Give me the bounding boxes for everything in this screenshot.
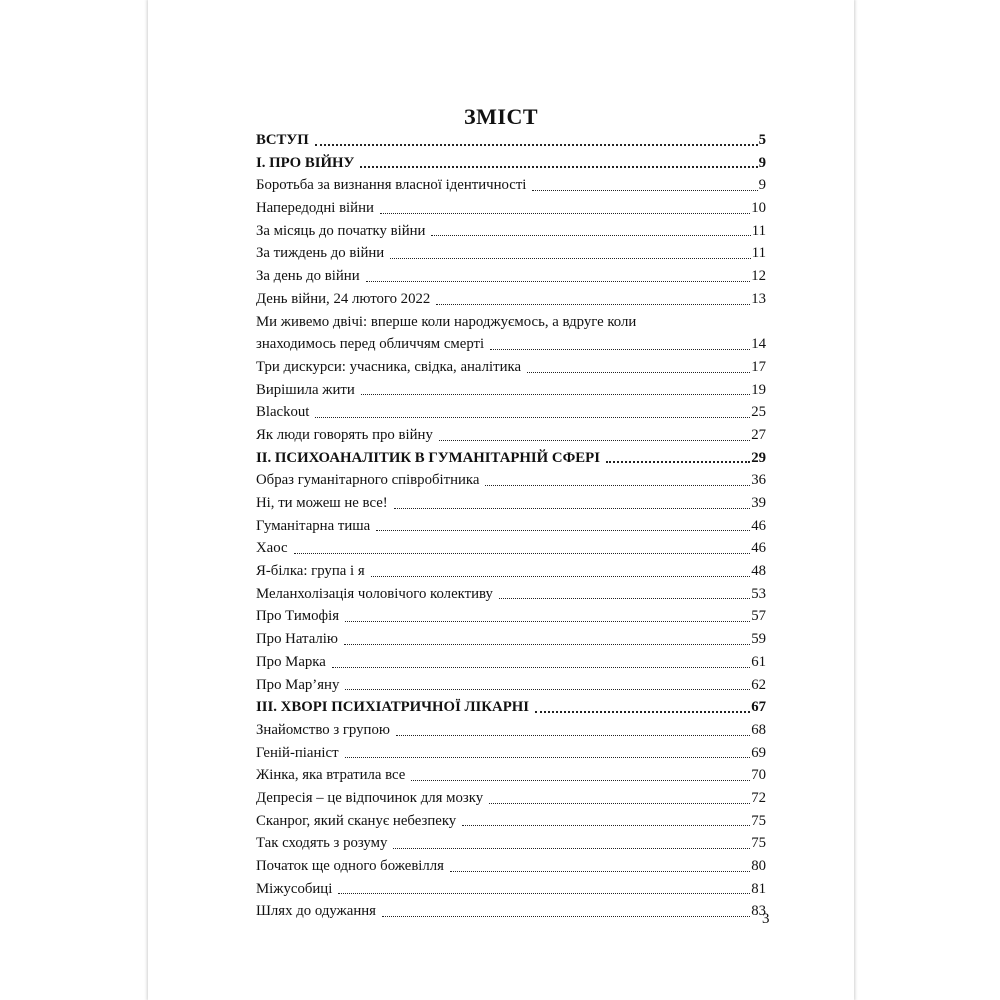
toc-entry [256, 424, 766, 447]
toc-page-number: 13 [751, 290, 766, 307]
toc-entry [256, 288, 766, 311]
toc-entry [256, 583, 766, 606]
toc-entry [256, 379, 766, 402]
toc-entry-title: Так сходять з розуму [256, 835, 388, 852]
toc-entry-title: Хаос [256, 540, 288, 557]
toc-entry [256, 674, 766, 697]
toc-entry [256, 311, 766, 356]
toc-entry [256, 719, 766, 742]
toc-page-number: 14 [751, 336, 766, 353]
toc-page-number: 29 [751, 449, 766, 466]
toc-page-number: 11 [751, 222, 766, 239]
page-number: 3 [762, 911, 770, 927]
toc-page-number: 67 [751, 699, 766, 716]
toc-page-number: 69 [751, 744, 766, 761]
toc-page-number: 10 [751, 200, 766, 217]
toc-entry-title: Ні, ти можеш не все! [256, 495, 388, 512]
toc-entry-title: Знайомство з групою [256, 721, 390, 738]
toc-dot-leader [366, 281, 751, 282]
toc-entry-title: I. ПРО ВІЙНУ [256, 154, 355, 171]
toc-dot-leader [361, 394, 750, 395]
toc-dot-leader [436, 304, 750, 305]
toc-entry [256, 832, 766, 855]
toc-entry-title: Про Наталію [256, 631, 338, 648]
toc-dot-leader [532, 190, 757, 191]
toc-dot-leader [345, 757, 751, 758]
toc-page-number: 70 [751, 767, 766, 784]
toc-entry-title: Як люди говорять про війну [256, 426, 433, 443]
toc-dot-leader [380, 213, 750, 214]
toc-entry [256, 492, 766, 515]
page-title: ЗМІСТ [464, 104, 538, 129]
toc-dot-leader [315, 144, 758, 146]
toc-page-number: 57 [751, 608, 766, 625]
toc-dot-leader [315, 417, 750, 418]
toc-page-number: 61 [751, 653, 766, 670]
table-of-contents [256, 129, 766, 923]
toc-entry-title: За тиждень до війни [256, 245, 385, 262]
document-page [148, 0, 854, 1000]
toc-dot-leader [332, 667, 750, 668]
toc-entry-continuation [256, 333, 766, 356]
toc-entry-title: Депресія – це відпочинок для мозку [256, 789, 484, 806]
toc-page-number: 59 [751, 631, 766, 648]
toc-entry [256, 742, 766, 765]
toc-dot-leader [439, 440, 750, 441]
toc-page-number: 81 [751, 880, 766, 897]
toc-page-number: 5 [758, 132, 766, 148]
toc-entry-title: знаходимось перед обличчям смерті [256, 336, 485, 353]
toc-entry [256, 900, 766, 923]
toc-entry-title: Про Марка [256, 653, 326, 670]
toc-entry [256, 605, 766, 628]
toc-entry [256, 401, 766, 424]
toc-section-entry [256, 129, 766, 152]
toc-entry-title: За місяць до початку війни [256, 222, 426, 239]
toc-section-entry [256, 447, 766, 470]
toc-dot-leader [360, 166, 757, 168]
toc-dot-leader [338, 893, 750, 894]
toc-entry [256, 220, 766, 243]
toc-entry-title: Ми живемо двічі: вперше коли народжуємось, а вдруге коли [256, 313, 637, 330]
toc-dot-leader [485, 485, 750, 486]
toc-entry [256, 787, 766, 810]
toc-dot-leader [376, 530, 750, 531]
toc-page-number: 46 [751, 540, 766, 557]
toc-page-number: 53 [751, 585, 766, 602]
toc-page-number: 39 [751, 495, 766, 512]
toc-dot-leader [499, 598, 750, 599]
toc-entry [256, 469, 766, 492]
toc-entry-title: День війни, 24 лютого 2022 [256, 290, 431, 307]
toc-dot-leader [390, 258, 751, 259]
toc-entry-title: Шлях до одужання [256, 903, 376, 920]
toc-page-number: 62 [751, 676, 766, 693]
toc-page-number: 46 [751, 517, 766, 534]
toc-page-number: 48 [751, 563, 766, 580]
toc-entry-title: Меланхолізація чоловічого колективу [256, 585, 493, 602]
toc-page-number: 19 [751, 381, 766, 398]
toc-entry-title: Сканрог, який сканує небезпеку [256, 812, 457, 829]
toc-dot-leader [606, 461, 750, 463]
toc-dot-leader [489, 803, 750, 804]
toc-dot-leader [450, 871, 750, 872]
toc-page-number: 12 [751, 268, 766, 285]
toc-entry [256, 515, 766, 538]
toc-section-entry [256, 696, 766, 719]
toc-entry-title: ВСТУП [256, 132, 309, 148]
toc-dot-leader [345, 621, 750, 622]
toc-page-number: 27 [751, 426, 766, 443]
toc-page-number: 68 [751, 721, 766, 738]
toc-entry-title: Геній-піаніст [256, 744, 339, 761]
toc-entry-title: Напередодні війни [256, 200, 374, 217]
toc-entry-title: Міжусобиці [256, 880, 333, 897]
toc-entry [256, 197, 766, 220]
toc-dot-leader [411, 780, 750, 781]
toc-dot-leader [393, 848, 750, 849]
toc-dot-leader [344, 644, 750, 645]
toc-entry [256, 651, 766, 674]
toc-page-number: 72 [751, 789, 766, 806]
toc-entry-title: Blackout [256, 404, 310, 421]
toc-entry [256, 810, 766, 833]
toc-entry-title: Гуманітарна тиша [256, 517, 371, 534]
toc-dot-leader [382, 916, 750, 917]
toc-dot-leader [371, 576, 751, 577]
toc-entry-title: За день до війни [256, 268, 360, 285]
toc-page-number: 17 [751, 358, 766, 375]
toc-entry-title: Я-білка: група і я [256, 563, 365, 580]
toc-page-number: 9 [758, 154, 766, 171]
toc-dot-leader [294, 553, 751, 554]
toc-dot-leader [345, 689, 750, 690]
toc-page-number: 25 [751, 404, 766, 421]
toc-dot-leader [462, 825, 750, 826]
toc-entry [256, 764, 766, 787]
toc-entry-title: Жінка, яка втратила все [256, 767, 406, 784]
toc-entry-title: Про Тимофія [256, 608, 340, 625]
toc-entry [256, 356, 766, 379]
toc-dot-leader [394, 508, 751, 509]
toc-section-entry [256, 152, 766, 175]
toc-entry-title: Боротьба за визнання власної ідентичності [256, 177, 527, 194]
toc-dot-leader [396, 735, 750, 736]
toc-entry-title: Вирішила жити [256, 381, 355, 398]
toc-entry-title: Початок ще одного божевілля [256, 858, 444, 875]
toc-page-number: 83 [751, 903, 766, 920]
toc-entry [256, 878, 766, 901]
toc-entry [256, 855, 766, 878]
toc-entry [256, 537, 766, 560]
toc-entry [256, 560, 766, 583]
toc-page-number: 75 [751, 812, 766, 829]
toc-entry-title: II. ПСИХОАНАЛІТИК В ГУМАНІТАРНІЙ СФЕРІ [256, 449, 600, 466]
toc-entry-title: III. ХВОРІ ПСИХІАТРИЧНОЇ ЛІКАРНІ [256, 699, 530, 716]
toc-page-number: 80 [751, 858, 766, 875]
toc-entry [256, 242, 766, 265]
toc-dot-leader [431, 235, 750, 236]
toc-entry [256, 628, 766, 651]
toc-entry-title: Три дискурси: учасника, свідка, аналітика [256, 358, 522, 375]
toc-dot-leader [535, 711, 750, 713]
toc-page-number: 36 [751, 472, 766, 489]
toc-entry [256, 265, 766, 288]
toc-page-number: 75 [751, 835, 766, 852]
toc-entry-title: Про Мар’яну [256, 676, 340, 693]
toc-entry [256, 174, 766, 197]
toc-entry-title: Образ гуманітарного співробітника [256, 472, 480, 489]
toc-dot-leader [527, 372, 750, 373]
toc-page-number: 9 [758, 177, 766, 194]
toc-page-number: 11 [751, 245, 766, 262]
toc-dot-leader [490, 349, 750, 350]
